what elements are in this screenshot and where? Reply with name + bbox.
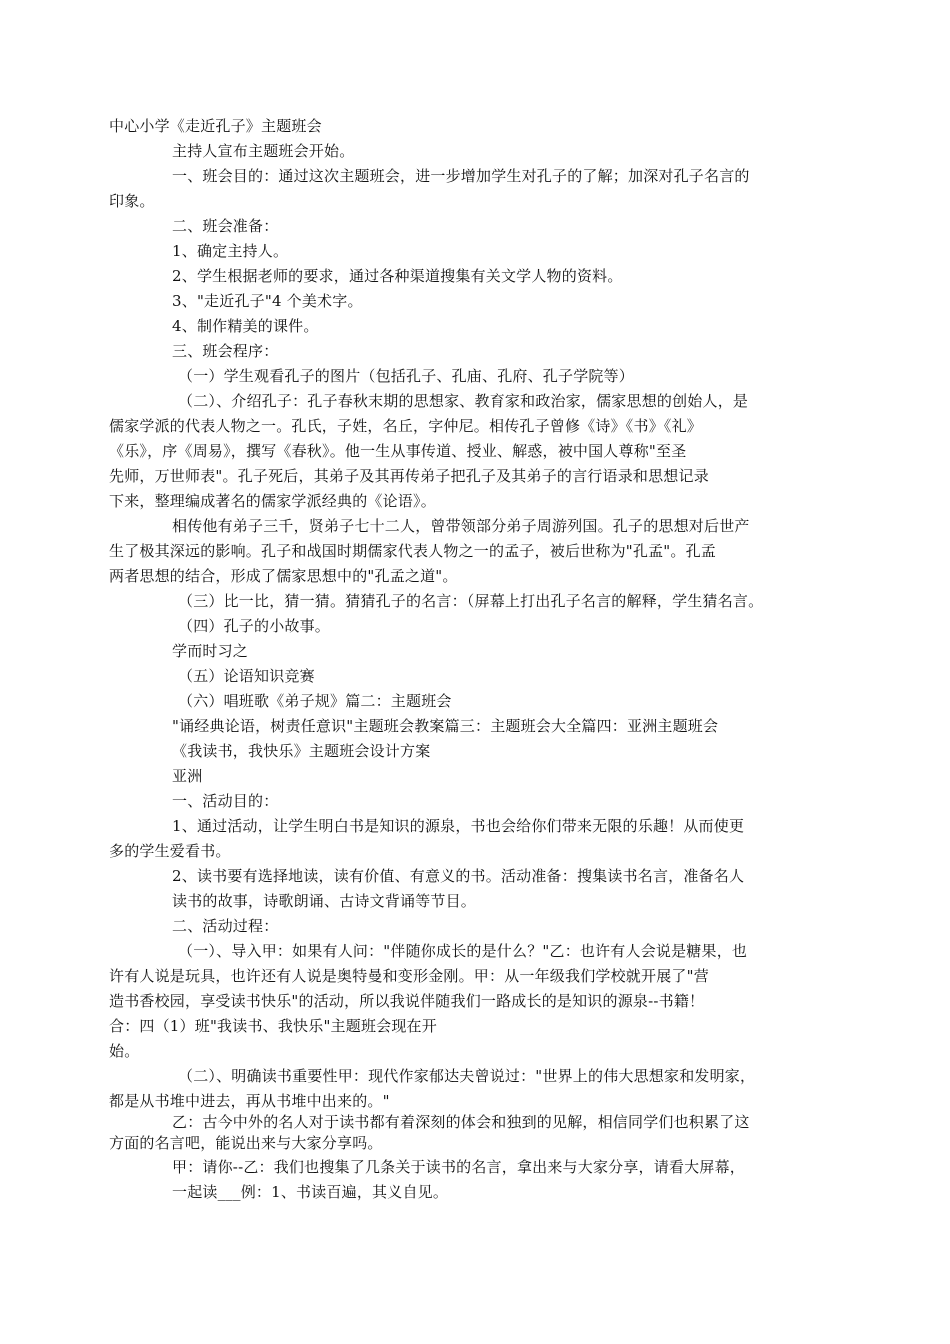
text-line: 方面的名言吧，能说出来与大家分享吗。 (109, 1134, 383, 1152)
text-line: （一）学生观看孔子的图片（包括孔子、孔庙、孔府、孔子学院等） (178, 367, 635, 385)
text-line: （六）唱班歌《弟子规》篇二：主题班会 (178, 692, 452, 710)
text-line: 一、班会目的：通过这次主题班会，进一步增加学生对孔子的了解；加深对孔子名言的 (172, 167, 750, 185)
list-item: 2、读书要有选择地读，读有价值、有意义的书。活动准备：搜集读书名言，准备名人 (172, 867, 745, 885)
text-line: 亚洲 (172, 767, 203, 785)
section-heading: 三、班会程序： (172, 342, 279, 360)
text-line: 生了极其深远的影响。孔子和战国时期儒家代表人物之一的孟子，被后世称为"孔孟"。孔孟 (109, 542, 717, 560)
list-item: 1、通过活动，让学生明白书是知识的源泉，书也会给你们带来无限的乐趣！从而使更 (172, 817, 745, 835)
text-line: 都是从书堆中进去，再从书堆中出来的。" (109, 1092, 390, 1110)
text-line: 下来，整理编成著名的儒家学派经典的《论语》。 (109, 492, 436, 510)
text-line: （四）孔子的小故事。 (178, 617, 331, 635)
section-heading: 一、活动目的： (172, 792, 279, 810)
document-title: 中心小学《走近孔子》主题班会 (109, 117, 322, 135)
text-line: （二）、介绍孔子：孔子春秋末期的思想家、教育家和政治家，儒家思想的创始人，是 (178, 392, 749, 410)
text-line: （三）比一比，猜一猜。猜猜孔子的名言：（屏幕上打出孔子名言的解释，学生猜名言。 (178, 592, 764, 610)
text-line: 印象。 (109, 192, 155, 210)
text-line: 甲：请你--乙：我们也搜集了几条关于读书的名言，拿出来与大家分享，请看大屏幕， (172, 1158, 745, 1176)
text-line: 一起读___例：1、书读百遍，其义自见。 (172, 1183, 449, 1201)
text-line: 儒家学派的代表人物之一。孔氏，子姓，名丘，字仲尼。相传孔子曾修《诗》《书》《礼》 (109, 417, 703, 435)
list-item: 4、制作精美的课件。 (172, 317, 319, 335)
text-line: （五）论语知识竞赛 (178, 667, 315, 685)
text-line: 两者思想的结合，形成了儒家思想中的"孔孟之道"。 (109, 567, 458, 585)
list-item: 2、学生根据老师的要求，通过各种渠道搜集有关文学人物的资料。 (172, 267, 623, 285)
text-line: 主持人宣布主题班会开始。 (172, 142, 355, 160)
text-line: 先师，万世师表"。孔子死后，其弟子及其再传弟子把孔子及其弟子的言行语录和思想记录 (109, 467, 709, 485)
text-line: "诵经典论语，树责任意识"主题班会教案篇三：主题班会大全篇四：亚洲主题班会 (172, 717, 719, 735)
text-line: 合：四（1）班"我读书、我快乐"主题班会现在开 (109, 1017, 437, 1035)
list-item: 1、确定主持人。 (172, 242, 289, 260)
text-line: 《乐》，序《周易》，撰写《春秋》。他一生从事传道、授业、解惑，被中国人尊称"至圣 (109, 442, 687, 460)
section-heading: 二、活动过程： (172, 917, 279, 935)
text-line: （二）、明确读书重要性甲：现代作家郁达夫曾说过："世界上的伟大思想家和发明家， (178, 1067, 756, 1085)
text-line: 乙：古今中外的名人对于读书都有着深刻的体会和独到的见解，相信同学们也积累了这 (172, 1113, 750, 1131)
text-line: 相传他有弟子三千，贤弟子七十二人，曾带领部分弟子周游列国。孔子的思想对后世产 (172, 517, 750, 535)
list-item: 3、"走近孔子"4 个美术字。 (172, 292, 363, 310)
text-line: 许有人说是玩具，也许还有人说是奥特曼和变形金刚。甲：从一年级我们学校就开展了"营 (109, 967, 709, 985)
text-line: 造书香校园，享受读书快乐"的活动，所以我说伴随我们一路成长的是知识的源泉--书籍！ (109, 992, 705, 1010)
text-line: 读书的故事，诗歌朗诵、古诗文背诵等节目。 (172, 892, 477, 910)
text-line: 始。 (109, 1042, 140, 1060)
text-line: 多的学生爱看书。 (109, 842, 231, 860)
text-line: （一）、导入甲：如果有人问："伴随你成长的是什么？"乙：也许有人会说是糖果，也 (178, 942, 748, 960)
text-line: 学而时习之 (172, 642, 249, 660)
text-line: 《我读书，我快乐》主题班会设计方案 (172, 742, 431, 760)
section-heading: 二、班会准备： (172, 217, 279, 235)
